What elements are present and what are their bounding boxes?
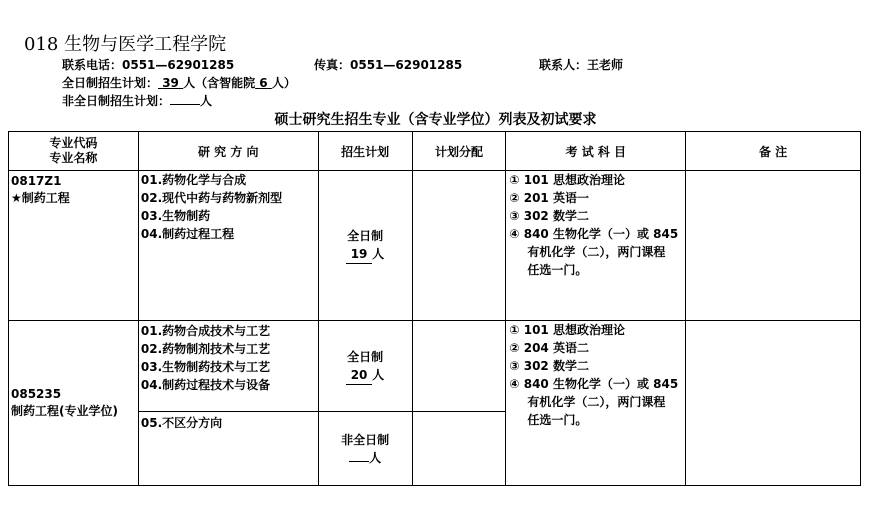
- major-code-cell: [9, 171, 139, 321]
- plan-unit: 人: [372, 367, 385, 382]
- plan-label: 全日制: [347, 229, 384, 243]
- header-direction: 研 究 方 向: [138, 132, 318, 171]
- header-name: 专业名称: [49, 151, 98, 165]
- contact-person: 联系人：王老师: [539, 58, 624, 72]
- exam-item: ④ 840 生物化学（一）或 845: [509, 227, 679, 241]
- table-caption: 硕士研究生招生专业（含专业学位）列表及初试要求: [274, 112, 597, 128]
- plan-label: 非全日制: [341, 432, 390, 447]
- parttime-plan-prefix: 非全日制招生计划：: [62, 94, 171, 108]
- header-allocation: 计划分配: [412, 132, 506, 171]
- fulltime-plan-count: 39: [162, 76, 179, 90]
- exam-item: ③ 302 数学二: [509, 209, 589, 223]
- plan-count: 19: [346, 245, 372, 264]
- exam-item: 有机化学（二），两门课程: [527, 395, 666, 409]
- plan-cell: [318, 412, 412, 486]
- fulltime-plan-ai-count: 6: [259, 76, 268, 90]
- fulltime-plan-mid: 人（含智能院: [183, 76, 256, 90]
- plan-cell: [318, 321, 412, 412]
- direction-item: 04.制药过程工程: [140, 227, 235, 241]
- fulltime-plan: [62, 74, 296, 91]
- plan-unit: 人: [372, 247, 385, 261]
- plan-cell: [318, 171, 412, 321]
- direction-item: 03.生物制药: [140, 209, 211, 223]
- allocation-cell: [412, 412, 506, 486]
- plan-amount: [319, 449, 412, 467]
- fulltime-plan-prefix: 全日制招生计划：: [62, 76, 159, 90]
- parttime-plan-suffix: 人: [200, 94, 213, 108]
- header-code: 专业代码: [49, 136, 98, 150]
- plan-count-blank: [349, 461, 369, 462]
- exam-item: ① 101 思想政治理论: [509, 173, 625, 187]
- direction-item: 01.药物合成技术与工艺: [140, 324, 271, 338]
- plan-unit: 人: [369, 450, 382, 465]
- plan-amount: [319, 366, 412, 385]
- directions-cell: [138, 171, 318, 321]
- header-exam: 考 试 科 目: [506, 132, 686, 171]
- exam-item: 有机化学（二），两门课程: [527, 245, 666, 259]
- exam-item: 任选一门。: [527, 413, 588, 427]
- direction-item: 03.生物制药技术与工艺: [140, 360, 271, 374]
- table-row: [9, 321, 861, 412]
- plan-label: 全日制: [347, 349, 384, 364]
- exam-item: ② 201 英语一: [509, 191, 589, 205]
- plan-amount: [319, 245, 412, 264]
- exam-item: ② 204 英语二: [509, 341, 589, 355]
- major-name: 制药工程(专业学位): [11, 404, 118, 418]
- parttime-plan: [62, 92, 212, 109]
- exam-item: ① 101 思想政治理论: [509, 323, 625, 337]
- exam-cell: [506, 171, 686, 321]
- majors-table: [8, 131, 861, 486]
- header-plan: 招生计划: [318, 132, 412, 171]
- exam-item: ④ 840 生物化学（一）或 845: [509, 377, 679, 391]
- fulltime-plan-suffix: 人）: [271, 76, 296, 90]
- direction-item: 02.现代中药与药物新剂型: [140, 191, 283, 205]
- direction-item: 02.药物制剂技术与工艺: [140, 342, 271, 356]
- contact-phone: 联系电话：0551—62901285: [62, 58, 235, 72]
- directions-cell: [138, 412, 318, 486]
- table-header-row: [9, 132, 861, 171]
- direction-item: 05.不区分方向: [140, 416, 223, 430]
- header-code-name: [9, 132, 139, 171]
- notes-cell: [686, 171, 861, 321]
- direction-item: 01.药物化学与合成: [140, 173, 247, 187]
- exam-item: 任选一门。: [527, 263, 588, 277]
- plan-count: 20: [346, 366, 372, 385]
- table-row: [9, 171, 861, 321]
- notes-cell: [686, 321, 861, 486]
- parttime-plan-blank: [170, 93, 200, 105]
- school-title: 018 生物与医学工程学院: [24, 34, 227, 55]
- exam-item: ③ 302 数学二: [509, 359, 589, 373]
- exam-cell: [506, 321, 686, 486]
- direction-item: 04.制药过程技术与设备: [140, 378, 271, 392]
- major-name: ★制药工程: [11, 191, 70, 205]
- header-notes: 备 注: [686, 132, 861, 171]
- contact-fax: 传真：0551—62901285: [314, 58, 463, 72]
- allocation-cell: [412, 171, 506, 321]
- major-code-cell: [9, 321, 139, 486]
- directions-cell: [138, 321, 318, 412]
- major-code: 085235: [11, 387, 62, 401]
- major-code: 0817Z1: [11, 174, 62, 188]
- allocation-cell: [412, 321, 506, 412]
